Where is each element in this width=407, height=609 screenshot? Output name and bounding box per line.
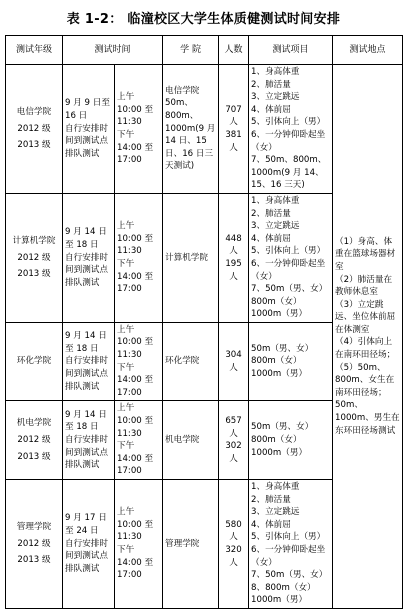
count-cell: 304 人 [219,322,249,401]
college-name: 环化学院 [16,356,52,367]
grade-label: 2012 级 [17,252,51,263]
college-name: 电信学院 [16,107,52,118]
count-cell: 657 人 302 人 [219,401,249,480]
college-name: 管理学院 [16,522,52,533]
grade-label: 2012 级 [17,538,51,549]
college-name: 计算机学院 [12,236,56,247]
count-cell: 580 人 320 人 [219,480,249,609]
grade-cell [6,193,63,322]
time-cell: 上午 10:00 至 11:30 下午 14:00 至 17:00 [115,322,163,401]
grade-label: 2013 级 [17,451,51,462]
header-grade: 测试年级 [6,36,63,65]
grade-cell [6,480,63,609]
header-items: 测试项目 [249,36,333,65]
grade-label: 2013 级 [17,269,51,280]
date-cell: 9 月 14 日至 18 日 自行安排时间到测试点排队测试 [63,322,115,401]
count-cell: 448 人 195 人 [219,193,249,322]
time-cell: 上午 10:00 至 11:30 下午 14:00 至 17:00 [115,65,163,194]
schedule-table [5,35,403,609]
grade-label: 2013 级 [17,140,51,151]
college-cell: 管理学院 [163,480,219,609]
header-row [6,36,403,65]
college-cell: 电信学院 50m、800m、1000m(9 月 14 日、15 日、16 日三天测试) [163,65,219,194]
college-cell: 计算机学院 [163,193,219,322]
date-cell: 9 月 14 日至 18 日 自行安排时间到测试点排队测试 [63,401,115,480]
college-cell: 机电学院 [163,401,219,480]
date-cell: 9 月 17 日至 24 日 自行安排时间到测试点排队测试 [63,480,115,609]
header-location: 测试地点 [333,36,403,65]
table-row [6,65,403,194]
time-cell: 上午 10:00 至 11:30 下午 14:00 至 17:00 [115,193,163,322]
college-name: 机电学院 [16,418,52,429]
items-cell: 1、身高体重 2、肺活量 3、立定跳远 4、体前屈 5、引体向上（男） 6、一分钟仰卧起坐（女） 7、50m（男、女）800m（女）1000m（男） [249,193,333,322]
time-cell: 上午 10:00 至 11:30 下午 14:00 至 17:00 [115,480,163,609]
items-cell: 1、身高体重 2、肺活量 3、立定跳远 4、体前屈 5、引体向上（男） 6、一分钟仰卧起坐（女） 7、50m（男、女） 8、800m（女） 1000m（男） [249,480,333,609]
college-cell: 环化学院 [163,322,219,401]
count-cell: 707 人 381 人 [219,65,249,194]
grade-cell [6,65,63,194]
items-cell: 50m（男、女） 800m（女） 1000m（男） [249,401,333,480]
grade-label: 2012 级 [17,123,51,134]
grade-label: 2013 级 [17,555,51,566]
time-cell: 上午 10:00 至 11:30 下午 14:00 至 17:00 [115,401,163,480]
grade-cell [6,322,63,401]
grade-cell [6,401,63,480]
date-cell: 9 月 9 日至 16 日 自行安排时间到测试点排队测试 [63,65,115,194]
items-cell: 50m（男、女） 800m（女） 1000m（男） [249,322,333,401]
items-cell: 1、身高体重 2、肺活量 3、立定跳远 4、体前屈 5、引体向上（男） 6、一分钟仰卧起坐（女） 7、50m、800m、1000m(9 月 14、15、16 三天) [249,65,333,194]
header-count: 人数 [219,36,249,65]
location-cell: （1）身高、体重在篮球场器材室 （2）肺活量在教师休息室 （3）立定跳远、坐位体前屈在体测室 （4）引体向上在南环田径场；（5）50m、800m、女生在南环田径场；50m、1000m、男生在东环田径场测试 [333,65,403,609]
header-time: 测试时间 [63,36,163,65]
grade-label: 2012 级 [17,434,51,445]
page-title: 表 1-2： 临潼校区大学生体质健测试时间安排 [66,12,341,27]
date-cell: 9 月 14 日至 18 日 自行安排时间到测试点排队测试 [63,193,115,322]
header-college: 学 院 [163,36,219,65]
